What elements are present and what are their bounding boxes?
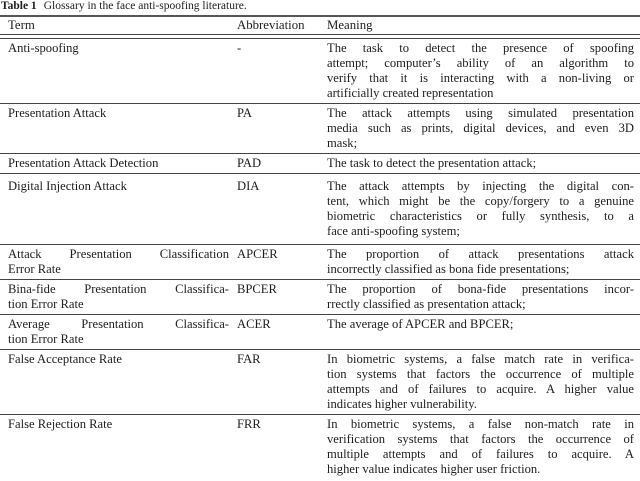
meaning-line: multiple attempts and of failures to acquire. A (327, 447, 634, 461)
term-cell (0, 282, 229, 312)
term-cell (0, 41, 229, 101)
meaning-cell (319, 352, 640, 412)
abbreviation-cell: PAD (237, 156, 262, 170)
abbreviation-cell: DIA (237, 179, 260, 193)
meaning-line: verify that it is interacting with a non-living or (327, 71, 634, 85)
meaning-line: face anti-spoofing system; (327, 224, 460, 238)
meaning-line: artificially created representation (327, 86, 494, 100)
term-line: Error Rate (8, 262, 61, 276)
table-caption-label: Table 1 (1, 0, 37, 12)
term-line: Presentation Attack (8, 106, 107, 120)
abbreviation-cell: APCER (237, 247, 278, 261)
table-row (0, 315, 640, 350)
meaning-cell (319, 179, 640, 239)
meaning-line: In biometric systems, a false match rate in verifica- (327, 352, 634, 366)
term-line: Average Presentation Classifica- (8, 317, 229, 331)
meaning-line: indicates higher vulnerability. (327, 397, 477, 411)
column-header-meaning: Meaning (327, 19, 373, 32)
term-line: False Rejection Rate (8, 417, 113, 431)
term-cell (0, 179, 229, 239)
term-line: tion Error Rate (8, 332, 84, 346)
abbreviation-cell: FAR (237, 352, 261, 366)
table-row (0, 415, 640, 479)
column-header-abbreviation: Abbreviation (237, 19, 305, 32)
table-body (0, 39, 640, 479)
table-row (0, 154, 640, 174)
meaning-line: The attack attempts using simulated presentation (327, 106, 634, 120)
meaning-line: The average of APCER and BPCER; (327, 317, 514, 331)
term-cell (0, 247, 229, 277)
table-row (0, 245, 640, 280)
term-cell (0, 317, 229, 347)
meaning-cell (319, 41, 640, 101)
term-line: Attack Presentation Classification (8, 247, 229, 261)
meaning-line: verification systems that factors the occurrence of (327, 432, 634, 446)
meaning-line: media such as prints, digital devices, and even 3D (327, 121, 634, 135)
term-cell (0, 417, 229, 477)
meaning-cell (319, 106, 640, 151)
term-cell (0, 352, 229, 412)
meaning-line: attempt; computer’s ability of an algorithm to (327, 56, 634, 70)
term-line: Presentation Attack Detection (8, 156, 159, 170)
abbreviation-cell: - (237, 41, 242, 55)
term-cell (0, 156, 229, 171)
meaning-line: The attack attempts by injecting the digital con- (327, 179, 634, 193)
table-row (0, 39, 640, 104)
meaning-line: incorrectly classified as bona fide presentations; (327, 262, 570, 276)
meaning-line: The task to detect the presence of spoofing (327, 41, 634, 55)
table-row (0, 104, 640, 154)
term-line: Anti-spoofing (8, 41, 79, 55)
meaning-line: biometric characteristics or fully synthesis, to a (327, 209, 634, 223)
term-line: False Acceptance Rate (8, 352, 122, 366)
meaning-line: tent, which might be the copy/forgery to a genuine (327, 194, 634, 208)
abbreviation-cell: BPCER (237, 282, 277, 296)
abbreviation-cell: PA (237, 106, 252, 120)
table-caption-text: Glossary in the face anti-spoofing literature. (43, 0, 247, 12)
abbreviation-cell: FRR (237, 417, 261, 431)
table-row (0, 280, 640, 315)
table-caption (0, 0, 640, 15)
column-header-term: Term (8, 19, 35, 32)
meaning-cell (319, 417, 640, 477)
term-line: Digital Injection Attack (8, 179, 127, 193)
meaning-line: attempts and of failures to acquire. A higher value (327, 382, 634, 396)
table-row (0, 174, 640, 245)
meaning-cell (319, 156, 640, 171)
abbreviation-cell: ACER (237, 317, 271, 331)
term-line: Bina-fide Presentation Classifica- (8, 282, 229, 296)
meaning-cell (319, 282, 640, 312)
meaning-line: rrectly classified as presentation attack; (327, 297, 526, 311)
meaning-line: In biometric systems, a false non-match rate in (327, 417, 634, 431)
meaning-cell (319, 247, 640, 277)
meaning-line: higher value indicates higher user friction. (327, 462, 541, 476)
meaning-line: The proportion of bona-fide presentations incor- (327, 282, 634, 296)
table-header-row (0, 15, 640, 34)
table-row (0, 350, 640, 415)
term-line: tion Error Rate (8, 297, 84, 311)
meaning-line: The task to detect the presentation attack; (327, 156, 537, 170)
meaning-line: tion systems that factors the occurrence of multiple (327, 367, 634, 381)
meaning-cell (319, 317, 640, 347)
term-cell (0, 106, 229, 151)
meaning-line: mask; (327, 136, 358, 150)
meaning-line: The proportion of attack presentations attack (327, 247, 634, 261)
